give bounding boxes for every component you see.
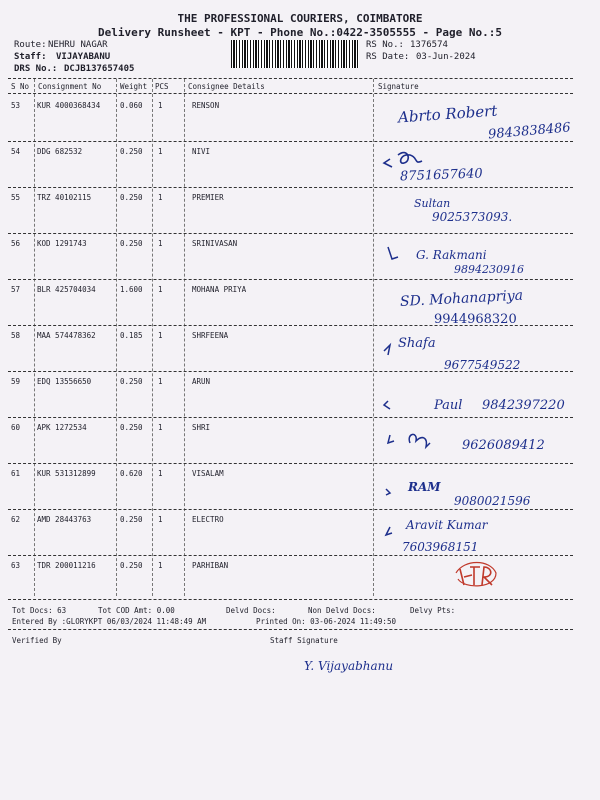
row-sno: 61: [11, 469, 21, 478]
table-row: [8, 279, 573, 325]
row-sno: 58: [11, 331, 21, 340]
table-row: [8, 233, 573, 279]
sig-phone: 8751657640: [399, 166, 483, 185]
row-weight: 0.060: [120, 101, 143, 110]
row-pcs: 1: [158, 515, 163, 524]
sig-phone: 9842397220: [482, 398, 565, 413]
sig-phone: 9677549522: [444, 358, 521, 372]
row-consignee: MOHANA PRIYA: [192, 285, 247, 294]
drs-value: DCJB137657405: [64, 64, 135, 74]
header-rule-top: [8, 78, 573, 79]
table-row: [8, 509, 573, 555]
tot-docs: Tot Docs: 63: [12, 606, 67, 615]
table-row: [8, 187, 573, 233]
row-sno: 62: [11, 515, 21, 524]
col-weight: Weight: [120, 82, 148, 91]
sig-name: Paul: [434, 398, 463, 413]
row-consignment: KOD 1291743: [37, 239, 87, 248]
sig-name: RAM: [408, 480, 441, 494]
row-weight: 1.600: [120, 285, 143, 294]
row-pcs: 1: [158, 561, 163, 570]
staff-handwritten-signature: [300, 648, 430, 688]
row-consignee: SRINIVASAN: [192, 239, 238, 248]
staff-sig-text: Y. Vijayabhanu: [304, 659, 394, 673]
delvy-pts: Delvy Pts:: [410, 606, 456, 615]
row-pcs: 1: [158, 285, 163, 294]
row-weight: 0.250: [120, 423, 143, 432]
handwritten-signature: [378, 187, 578, 233]
handwritten-signature: [378, 325, 578, 371]
row-pcs: 1: [158, 147, 163, 156]
table-row: [8, 463, 573, 509]
handwritten-signature: [378, 233, 578, 279]
row-consignment: DDG 682532: [37, 147, 83, 156]
row-pcs: 1: [158, 331, 163, 340]
sig-phone: 9080021596: [454, 494, 531, 508]
footer-rule: [8, 629, 573, 630]
row-consignee: NIVI: [192, 147, 211, 156]
table-row: [8, 371, 573, 417]
table-row: [8, 141, 573, 187]
col-consignment: Consignment No: [38, 82, 102, 91]
rs-no-value: 1376574: [410, 40, 448, 50]
runsheet-subtitle: Delivery Runsheet - KPT - Phone No.:0422-3505555 - Page No.:5: [98, 26, 502, 39]
col-consignee: Consignee Details: [188, 82, 265, 91]
row-consignee: SHRI: [192, 423, 211, 432]
red-ink-mark: [378, 555, 578, 601]
table-bottom-rule: [8, 599, 573, 600]
row-pcs: 1: [158, 469, 163, 478]
row-pcs: 1: [158, 101, 163, 110]
table-row: [8, 417, 573, 463]
sig-phone: 9894230916: [454, 263, 524, 276]
route-label: Route:: [14, 40, 47, 50]
row-weight: 0.250: [120, 193, 143, 202]
row-weight: 0.250: [120, 515, 143, 524]
handwritten-signature: [378, 95, 578, 141]
printed-on: Printed On: 03-06-2024 11:49:50: [256, 617, 396, 626]
row-consignment: MAA 574478362: [37, 331, 96, 340]
tot-cod: Tot COD Amt: 0.00: [98, 606, 175, 615]
row-consignment: AMD 28443763: [37, 515, 92, 524]
sig-phone: 9944968320: [434, 312, 517, 327]
row-consignee: RENSON: [192, 101, 220, 110]
row-consignee: PARHIBAN: [192, 561, 229, 570]
drs-label: DRS No.:: [14, 64, 58, 74]
row-sno: 63: [11, 561, 21, 570]
staff-signature-label: Staff Signature: [270, 636, 338, 645]
row-sno: 55: [11, 193, 21, 202]
row-weight: 0.250: [120, 561, 143, 570]
sig-phone: 7603968151: [402, 540, 479, 554]
rs-no-label: RS No.:: [366, 40, 404, 50]
rs-date-value: 03-Jun-2024: [416, 52, 476, 62]
row-weight: 0.185: [120, 331, 143, 340]
col-signature: Signature: [378, 82, 419, 91]
sig-name: Aravit Kumar: [406, 518, 488, 532]
barcode: [231, 40, 359, 68]
sig-name: Sultan: [414, 197, 451, 210]
row-sno: 60: [11, 423, 21, 432]
verified-by: Verified By: [12, 636, 62, 645]
handwritten-signature: [378, 279, 578, 325]
rs-date-label: RS Date:: [366, 52, 410, 62]
col-pcs: PCS: [155, 82, 169, 91]
sig-name: G. Rakmani: [416, 248, 487, 262]
row-sno: 53: [11, 101, 21, 110]
row-sno: 59: [11, 377, 21, 386]
row-consignment: TDR 200011216: [37, 561, 96, 570]
row-consignee: PREMIER: [192, 193, 224, 202]
table-row: [8, 95, 573, 141]
row-sno: 56: [11, 239, 21, 248]
company-title: THE PROFESSIONAL COURIERS, COIMBATORE: [177, 12, 423, 25]
staff-value: VIJAYABANU: [56, 52, 111, 62]
row-sno: 54: [11, 147, 21, 156]
sig-phone: 9025373093.: [432, 210, 513, 224]
table-row: [8, 325, 573, 371]
col-sno: S No: [11, 82, 30, 91]
row-consignee: VISALAM: [192, 469, 224, 478]
row-consignment: KUR 531312899: [37, 469, 96, 478]
row-pcs: 1: [158, 423, 163, 432]
sig-phone: 9843838486: [487, 120, 572, 143]
row-weight: 0.620: [120, 469, 143, 478]
staff-label: Staff:: [14, 52, 47, 62]
row-consignment: KUR 4000368434: [37, 101, 101, 110]
row-consignment: APK 1272534: [37, 423, 87, 432]
row-consignee: SHRFEENA: [192, 331, 229, 340]
header-rule-bottom: [8, 93, 573, 94]
table-row: [8, 555, 573, 601]
row-weight: 0.250: [120, 147, 143, 156]
entered-by: Entered By :GLORYKPT 06/03/2024 11:48:49 AM: [12, 617, 207, 626]
row-pcs: 1: [158, 193, 163, 202]
row-consignee: ARUN: [192, 377, 211, 386]
sig-name: SD. Mohanapriya: [399, 287, 524, 311]
non-delvd-docs: Non Delvd Docs:: [308, 606, 376, 615]
row-sno: 57: [11, 285, 21, 294]
handwritten-signature: [378, 141, 578, 187]
handwritten-signature: [378, 371, 578, 417]
route-value: NEHRU NAGAR: [48, 40, 108, 50]
row-consignment: BLR 425704034: [37, 285, 96, 294]
handwritten-signature: [378, 463, 578, 509]
row-consignment: EDQ 13556650: [37, 377, 92, 386]
handwritten-signature: [378, 417, 578, 463]
row-consignee: ELECTRO: [192, 515, 224, 524]
sig-name: Abrto Robert: [397, 101, 498, 127]
row-pcs: 1: [158, 377, 163, 386]
row-consignment: TRZ 40102115: [37, 193, 92, 202]
sig-name: Shafa: [398, 336, 436, 351]
row-weight: 0.250: [120, 239, 143, 248]
row-pcs: 1: [158, 239, 163, 248]
delvd-docs: Delvd Docs:: [226, 606, 276, 615]
handwritten-signature: [378, 509, 578, 555]
row-weight: 0.250: [120, 377, 143, 386]
sig-phone: 9626089412: [462, 438, 545, 453]
